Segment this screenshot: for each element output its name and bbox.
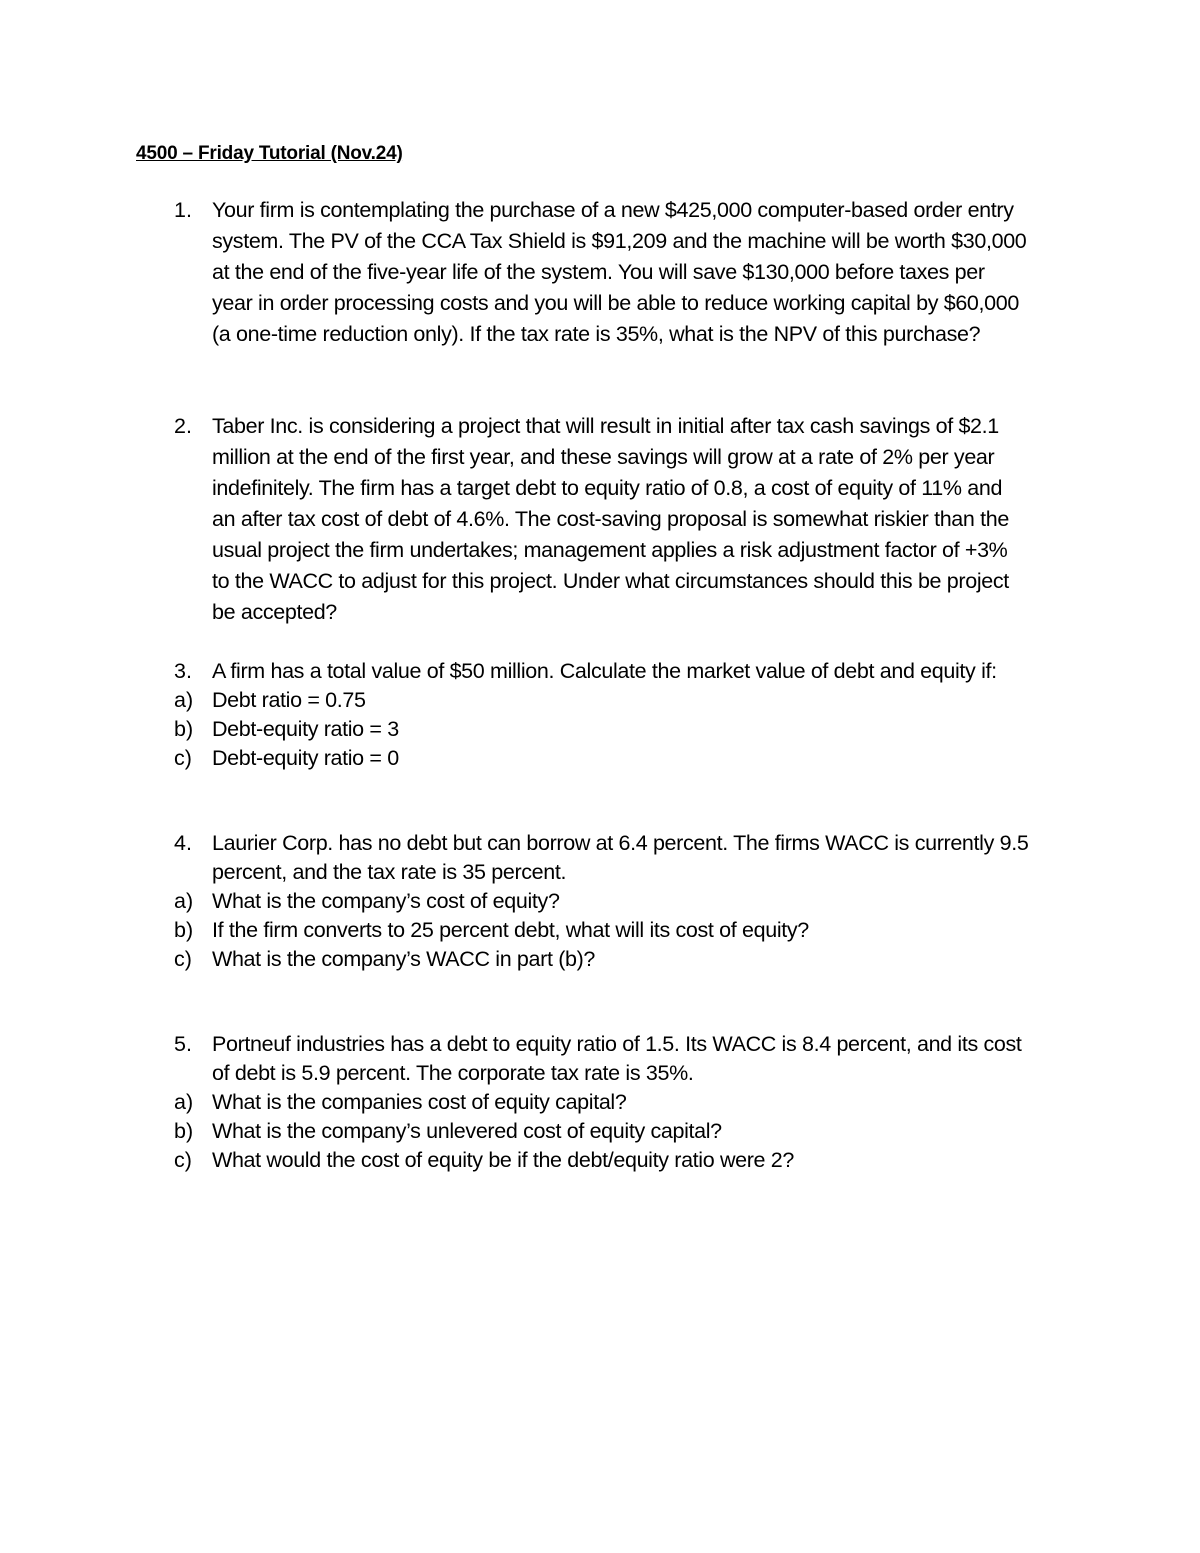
question-text-line: million at the end of the first year, and these savings will grow at a rate of 2% per year: [212, 445, 995, 469]
sub-question-text: Debt-equity ratio = 0: [212, 746, 399, 770]
question-text-line: Laurier Corp. has no debt but can borrow at 6.4 percent. The firms WACC is currently 9.5: [212, 831, 1029, 855]
question-text-line: indefinitely. The firm has a target debt to equity ratio of 0.8, a cost of equity of 11% and: [212, 476, 1003, 500]
sub-question-text: Debt-equity ratio = 3: [212, 717, 399, 741]
question-text-line: be accepted?: [212, 600, 337, 624]
sub-question-label: b): [174, 1119, 194, 1143]
sub-question-label: a): [174, 1090, 194, 1114]
sub-question-label: b): [174, 918, 194, 942]
sub-question-label: c): [174, 746, 192, 770]
page-title: 4500 – Friday Tutorial (Nov.24): [136, 143, 403, 164]
question-text-line: percent, and the tax rate is 35 percent.: [212, 860, 567, 884]
question-text-line: Portneuf industries has a debt to equity ratio of 1.5. Its WACC is 8.4 percent, and its cost: [212, 1032, 1022, 1056]
question-text-line: at the end of the five-year life of the system. You will save $130,000 before taxes per: [212, 260, 985, 284]
sub-question-label: a): [174, 688, 194, 712]
question-number: 5.: [174, 1032, 192, 1056]
question-number: 3.: [174, 659, 192, 683]
question-text-line: of debt is 5.9 percent. The corporate tax rate is 35%.: [212, 1061, 694, 1085]
question-number: 1.: [174, 198, 192, 222]
sub-question-text: Debt ratio = 0.75: [212, 688, 366, 712]
sub-question-text: If the firm converts to 25 percent debt, what will its cost of equity?: [212, 918, 809, 942]
question-text-line: usual project the firm undertakes; management applies a risk adjustment factor of +3%: [212, 538, 1008, 562]
sub-question-label: c): [174, 1148, 192, 1172]
question-text-line: system. The PV of the CCA Tax Shield is $91,209 and the machine will be worth $30,000: [212, 229, 1027, 253]
sub-question-text: What would the cost of equity be if the debt/equity ratio were 2?: [212, 1148, 794, 1172]
question-text-line: year in order processing costs and you will be able to reduce working capital by $60,000: [212, 291, 1019, 315]
question-number: 4.: [174, 831, 192, 855]
question-number: 2.: [174, 414, 192, 438]
sub-question-text: What is the company’s unlevered cost of equity capital?: [212, 1119, 722, 1143]
question-text-line: A firm has a total value of $50 million. Calculate the market value of debt and equity if:: [212, 659, 997, 683]
sub-question-label: c): [174, 947, 192, 971]
question-text-line: Your firm is contemplating the purchase of a new $425,000 computer-based order entry: [212, 198, 1014, 222]
sub-question-text: What is the company’s WACC in part (b)?: [212, 947, 596, 971]
sub-question-text: What is the companies cost of equity capital?: [212, 1090, 627, 1114]
question-text-line: to the WACC to adjust for this project. Under what circumstances should this be project: [212, 569, 1009, 593]
sub-question-label: a): [174, 889, 194, 913]
question-text-line: (a one-time reduction only). If the tax rate is 35%, what is the NPV of this purchase?: [212, 322, 981, 346]
question-text-line: an after tax cost of debt of 4.6%. The cost-saving proposal is somewhat riskier than the: [212, 507, 1009, 531]
question-text-line: Taber Inc. is considering a project that will result in initial after tax cash savings of $2.1: [212, 414, 999, 438]
sub-question-text: What is the company’s cost of equity?: [212, 889, 560, 913]
sub-question-label: b): [174, 717, 194, 741]
